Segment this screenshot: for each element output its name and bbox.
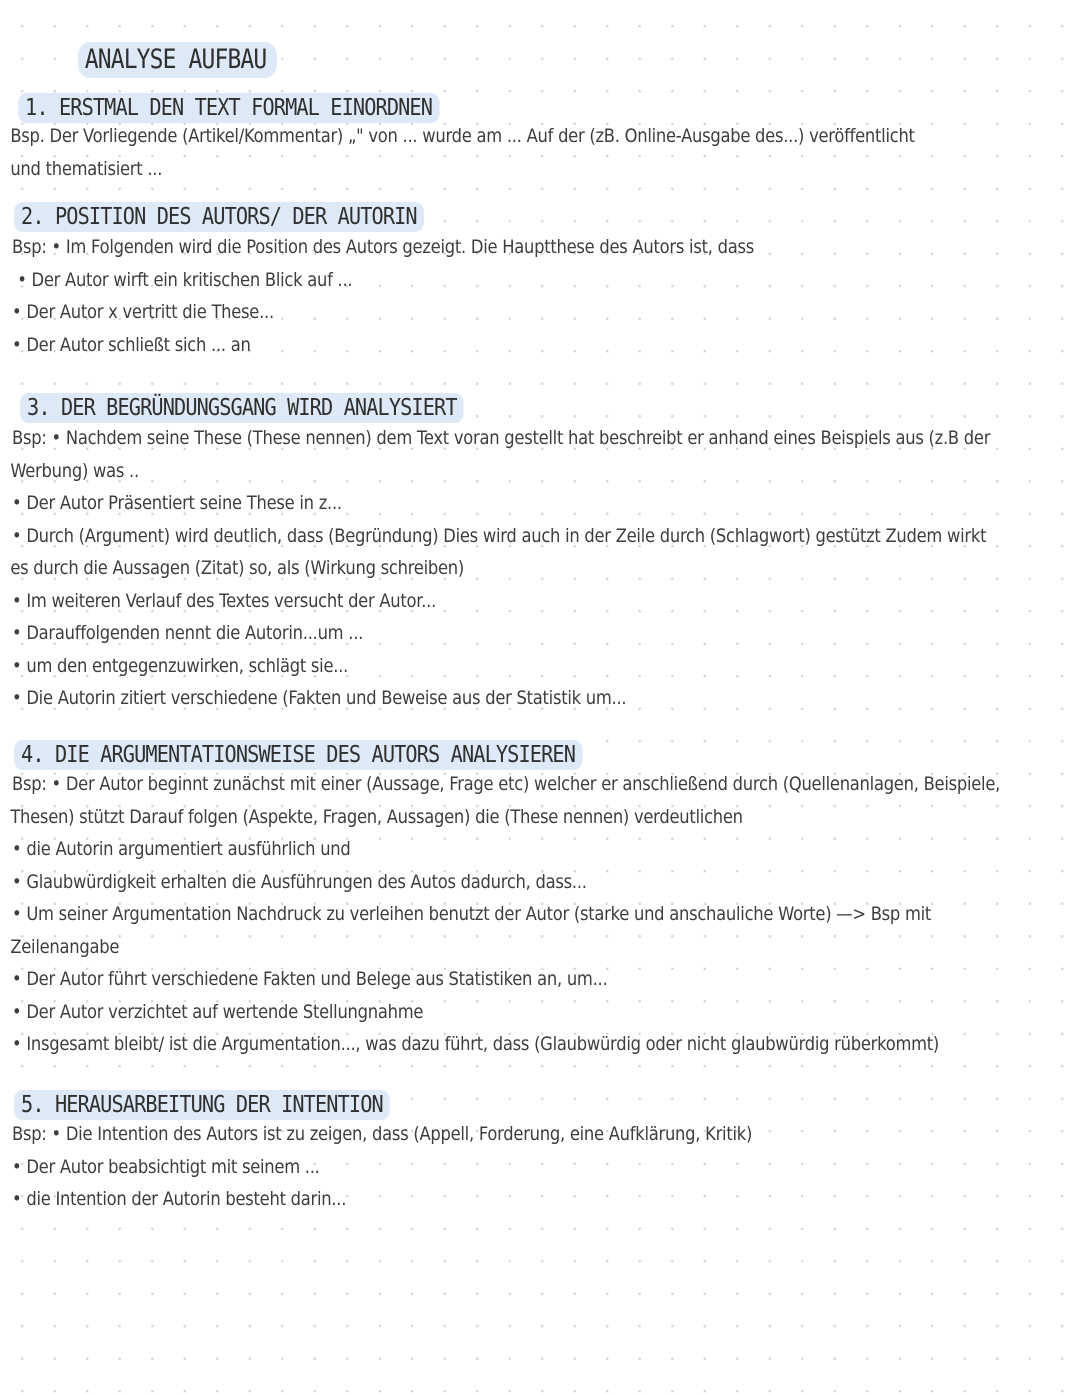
section-heading: 4. DIE ARGUMENTATIONSWEISE DES AUTORS ANALYSIEREN	[14, 740, 582, 770]
section-5	[0, 1090, 1080, 1216]
list-item: • Der Autor führt verschiedene Fakten und Belege aus Statistiken an, um...	[12, 968, 608, 990]
text-line: es durch die Aussagen (Zitat) so, als (Wirkung schreiben)	[10, 557, 464, 579]
list-item: • Um seiner Argumentation Nachdruck zu verleihen benutzt der Autor (starke und anschauliche Worte) —> Bsp mit	[12, 903, 932, 925]
section-2	[0, 202, 1080, 361]
list-item: • Darauffolgenden nennt die Autorin...um ...	[12, 622, 364, 644]
list-item: • Der Autor verzichtet auf wertende Stellungnahme	[12, 1000, 424, 1023]
section-heading: 5. HERAUSARBEITUNG DER INTENTION	[14, 1090, 390, 1120]
text-line: Bsp: • Im Folgenden wird die Position des Autors gezeigt. Die Hauptthese des Autors ist, dass	[12, 236, 754, 258]
list-item: • Durch (Argument) wird deutlich, dass (Begründung) Dies wird auch in der Zeile durch (Schlagwort) gestützt Zudem wirkt	[12, 524, 987, 547]
list-item: • Glaubwürdigkeit erhalten die Ausführungen des Autos dadurch, dass...	[12, 870, 587, 893]
list-item: • Der Autor Präsentiert seine These in z...	[12, 492, 342, 514]
list-item: • Insgesamt bleibt/ ist die Argumentation..., was dazu führt, dass (Glaubwürdig oder nicht glaubwürdig rüberkommt)	[12, 1033, 940, 1055]
page-title-wrap	[78, 42, 312, 78]
text-line: Werbung) was ..	[10, 459, 139, 482]
list-item: • Der Autor beabsichtigt mit seinem ...	[12, 1155, 320, 1178]
section-heading: 2. POSITION DES AUTORS/ DER AUTORIN	[14, 202, 424, 232]
list-item: • Der Autor schließt sich ... an	[12, 333, 251, 356]
text-line: Bsp: • Der Autor beginnt zunächst mit einer (Aussage, Frage etc) welcher er anschließend durch (Quellenanlagen, Beispiele,	[12, 773, 1001, 795]
section-1	[0, 93, 1080, 185]
text-line: Bsp: • Die Intention des Autors ist zu zeigen, dass (Appell, Forderung, eine Aufklärung, Kritik)	[12, 1123, 753, 1145]
text-line: Bsp. Der Vorliegende (Artikel/Kommentar) „" von ... wurde am ... Auf der (zB. Online-Ausgabe des...) veröffentlicht	[10, 125, 915, 147]
text-line: Zeilenangabe	[10, 935, 120, 958]
list-item: • Der Autor x vertritt die These...	[12, 301, 274, 323]
text-line: Thesen) stützt Darauf folgen (Aspekte, Fragen, Aussagen) die (These nennen) verdeutlichen	[10, 805, 743, 828]
list-item: • Der Autor wirft ein kritischen Blick auf ...	[17, 268, 353, 291]
list-item: • um den entgegenzuwirken, schlägt sie...	[12, 654, 349, 677]
section-heading: 1. ERSTMAL DEN TEXT FORMAL EINORDNEN	[18, 93, 439, 123]
list-item: • Die Autorin zitiert verschiedene (Fakten und Beweise aus der Statistik um...	[12, 687, 627, 709]
section-4	[0, 740, 1080, 1061]
section-3	[0, 393, 1080, 715]
section-heading: 3. DER BEGRÜNDUNGSGANG WIRD ANALYSIERT	[20, 393, 464, 423]
text-line: Bsp: • Nachdem seine These (These nennen) dem Text voran gestellt hat beschreibt er anhand eines Beispiels aus (z.B der	[12, 427, 991, 449]
text-line: und thematisiert ...	[10, 157, 163, 180]
list-item: • die Autorin argumentiert ausführlich und	[12, 838, 351, 860]
page-title: ANALYSE AUFBAU	[78, 42, 277, 78]
list-item: • Im weiteren Verlauf des Textes versucht der Autor...	[12, 589, 437, 612]
list-item: • die Intention der Autorin besteht darin...	[12, 1188, 347, 1210]
